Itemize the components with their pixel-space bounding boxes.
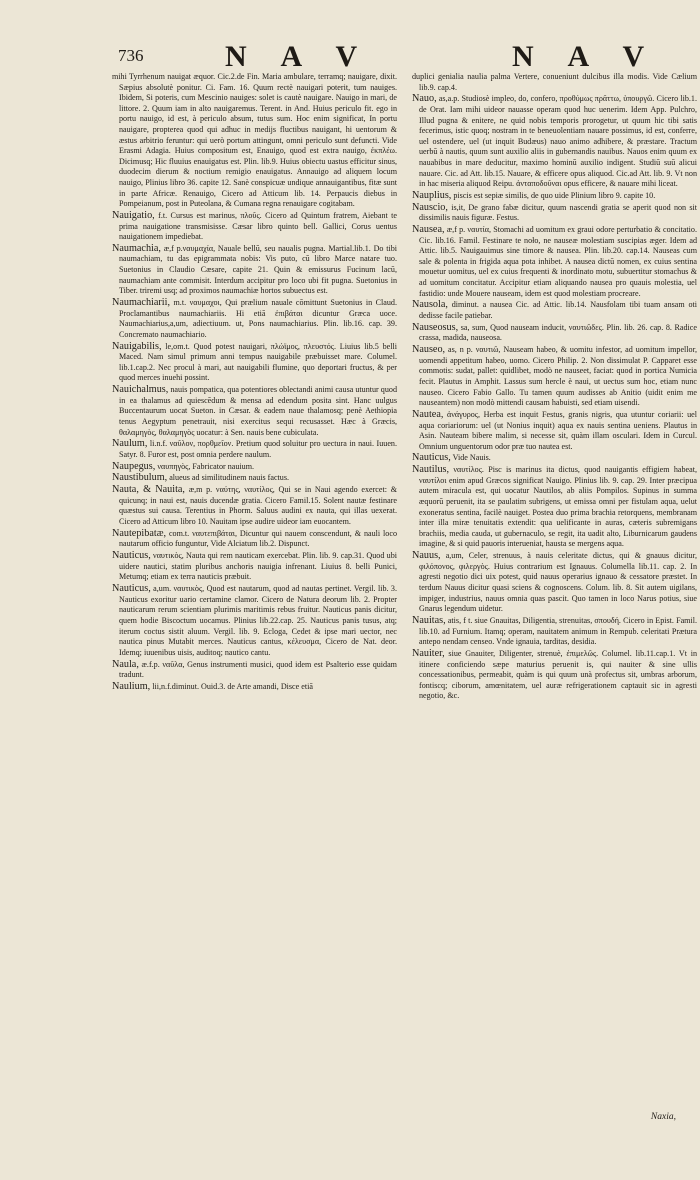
entry-headword: Nautea, <box>412 408 444 420</box>
entry-text: a,um, Celer, strenuus, à nauis celeritate dictus, qui & gnauus dicitur, φιλόπονος, φιλεργὸς. Huius contrarium est Ignauus. Columella lib.11. cap. 2. In agresti negotio dici uix potest, quid nauus operarius ignauo & cessatore præstet. In terdum Nauus dicitur quasi sciens & cognoscens. Colum. lib. 8. Sit autem uigilans, impiger, industrius, nauus omnia quas pascit. Quo tamen in loco Narus potius, siue Gnarus legendum uidetur. <box>419 551 697 614</box>
dictionary-entry <box>112 551 397 583</box>
entry-headword: Nauo, <box>412 93 437 105</box>
entry-text: a,um. ναυτικὸς, Quod est nautarum, quod ad nautas pertinet. Vergil. lib. 3. Nauticus exoritur uario certamine clamor. Cicero de Natura deorum lib. 2. Propter nauticarum rerum scientiam plurimis maritimis rebus fruitur. Nauticus panis dicitur, quem hodie Biscoctum uocamus. Plinius lib.22.cap. 25. Nauticus panis tusus, atq; iterum coctus sistit aluum. Vergil. lib. 9. Ecloga, Cedet & ipse mari uector, nec nautica pinus Mutabit merces. Nauticus cantus, κέλευσμα, Cicero de Nat. deor. Idemq; iuuenibus uisis, auditoq; nautico cantu. <box>119 584 397 657</box>
dictionary-entry <box>412 203 697 224</box>
dictionary-entry <box>412 225 697 299</box>
entry-text: is,it, De grano fabæ dicitur, quum nascendi gratia se aperit quod non sit dissimilis nauis figuræ. Festus. <box>419 202 697 223</box>
dictionary-entry <box>412 300 697 321</box>
entry-text: com.t. ναυτεπιβάται, Dicuntur qui nauem conscendunt, & nauli loco nautarum officio funguntur, Vide Alciatum lib.2. Dispunct. <box>119 528 397 549</box>
page-number: 736 <box>118 46 144 65</box>
entry-text: as, n p. ναυτιῶ, Nauseam habeo, & uomitu infestor, ad uomitum impellor, uomendi appetitum habeo, uomo. Cicero Philip. 2. Non dissimulat P. Capparet esse commotis: sudat, pallet: quidlibet, modò ne nauseet, faciat: quod in portica Numicia fecit. Plautus in Amphit. Lassus sum hercle è naui, ut uectus sum hoc, etiam nunc nauseo. Cicero Fabio Gallo. Tu tamen quum audisses ab Anitio (uidit enim me nauseantem) non modò mittendi causam habuisti, sed etiam uisendi. <box>419 345 697 408</box>
catchword: Naxia, <box>650 1112 676 1122</box>
entry-text: mihi Tyrrhenum nauigat æquor. Cic.2.de Fin. Maria ambulare, terramq; nauigare, dixit. Sæpius absolutè ponitur. Ci. Fam. 16. Quum rectè nauigari poterit, tum nauiges. Ibidem, Si poteris, cum Mescinio nauiges: solet is cautè nauigare. Nauigo in mari, de littore. 2. Quum iam in alto nauigaremus. Terent. in And. Huius periculo fit. ego in portu nauigo, id est, à periculo absum, tutus sum. Hoc enim significat, In portu nauigare, propterea quod qui adhuc in medijs fluctibus nauigant, hi uentorum & æstus arbitrio feruntur: qui uerò portum attingunt, omni periculo sunt defuncti. Vide Erasmi Adagia. Huius compositum est, Enauigo, quod est extra nauigo, ἐκπλέω. Dicimusq; Hic fluuius enauigatus est. Plin. lib.9. Huius obiectu uastus efficitur sinus, duodecim dierum & noctium remigio enauigatus. Annauigo ad aliquem locum nauigo, Plinius libro 36. capite 12. Sanè conspicuæ undique annauigantibus, fitæ sunt in parte Africæ. Renauigo, Cicero ad Atticum lib. 14. Perpaucis diebus in Pompeianum, post in Puteolana, & Cumana regna renauigare cogitabam. <box>112 72 397 209</box>
dictionary-entry <box>112 439 397 460</box>
dictionary-entry <box>112 529 397 550</box>
entry-headword: Nauiter, <box>412 647 445 659</box>
entry-headword: Naumachia, <box>112 242 161 254</box>
entry-headword: Nauseo, <box>412 344 446 356</box>
entry-headword: Nautilus, <box>412 464 450 476</box>
dictionary-entry <box>412 465 697 550</box>
running-head-left: N A V <box>225 40 372 73</box>
entry-headword: Naula, <box>112 658 139 670</box>
entry-headword: Nausea, <box>412 224 445 236</box>
entry-headword: Nauseosus, <box>412 321 459 333</box>
entry-headword: Nauticus, <box>112 583 151 595</box>
entry-headword: Naupegus, <box>112 460 156 472</box>
entry-text: piscis est sepiæ similis, de quo uide Plinium libro 9. capite 10. <box>453 190 656 200</box>
entry-text: æ,f p. ναυτία, Stomachi ad uomitum ex graui odore perturbatio & concitatio. Cic. lib.16. Famil. Festinare te noło, ne nauseæ molestiam suscipias æger. Idem ad Attic. lib.5. Nauigauimus sine timore & nausea. Plin. lib.20. cap.14. Nauseas cum sale & polenta in frigida aqua pota inhibet. A nausea dictū nomen, ex cuius sentina mouetur uomitus, uel ex cuius frequenti & inordinato motu, subuertitur stomachus & ad uomitum concitatur. Accipitur etiam aliquando nausea pro quauis molestia, uel fastidio: unde Mouere nauseam, idem est quod molestiam procreare. <box>419 225 697 298</box>
dictionary-entry <box>112 485 397 527</box>
entry-text: ναυτικὸς, Nauta qui rem nauticam exercebat. Plin. lib. 9. cap.31. Quod ubi uidere nautici, statim pluribus anchoris nauigia infrenant. Liuius 8. belli Punici, Metumq; etiam ex terra nauticis præbuit. <box>119 551 397 582</box>
dictionary-entry <box>112 72 397 210</box>
dictionary-entry <box>112 211 397 243</box>
entry-text: siue Gnauiter, Diligenter, strenuè, ἐπιμελῶς. Columel. lib.11.cap.1. Vt in itinere conficiendo sæpe maturius peruenit is, qui nauiter & sine ullis concessationibus, permeabit, quàm is qui quum unà profectus sit, umbras arborum, fontiscq; ciborum, amœnitatem, uel auræ refrigerationem captauit sic in agresti negotio, &c. <box>419 648 697 701</box>
entry-text: lii,n.f.diminut. Ouid.3. de Arte amandi, Disce etiā <box>152 681 313 691</box>
entry-headword: Naulium, <box>112 680 151 692</box>
dictionary-entry <box>412 551 697 615</box>
entry-headword: Nauplius, <box>412 189 452 201</box>
entry-text: diminut. a nausea Cic. ad Attic. lib.14. Nausfolam tibi tuam ansam oti dedisse facile patiebar. <box>419 300 697 320</box>
dictionary-entry <box>412 616 697 648</box>
dictionary-entry <box>112 342 397 384</box>
entry-text: æ,m p. ναύτης, ναυτίλος, Qui se in Naui agendo exercet: & quicunq; in naui est, nauis ducendæ gratia. Cicero Famil.15. Solent nautæ festinare quæstus sui causa. Terentius in Phorm. Saluus audini ex nauta, qui illas uexerat. Cicero ad Atticum libro 10. Nauitam ipse audire uideor iam euocantem. <box>119 485 397 527</box>
dictionary-entry <box>112 462 397 473</box>
dictionary-entry <box>112 584 397 658</box>
dictionary-entry <box>412 323 697 344</box>
entry-headword: Nauigabilis, <box>112 340 162 352</box>
dictionary-entry <box>412 649 697 702</box>
dictionary-entry <box>412 94 697 189</box>
entry-headword: Nauigatio, <box>112 209 155 221</box>
entry-text: duplici genialia naulia palma Vertere, conueniunt dulcibus illa modis. Vide Cælium lib.9. cap.4. <box>412 72 697 92</box>
entry-headword: Nauta, & Nauita, <box>112 484 185 496</box>
entry-text: Vide Nauis. <box>452 453 491 463</box>
entry-text: æ,f p.ναυμαχία, Nauale bellū, seu naualis pugna. Martial.lib.1. Do tibi naumachiam, tu das epigrammata nobis: Vis puto, cū libro Marce natare tuo. Suetonius in Claudio Cæsare, capite 21. Quin & emissurus Fucinum lacū, naumachiam ante commisit. Interdum accipitur pro loco ubi fit pugna. Suetonius in Tiber. triremi usq; ad proximos naumachiæ hortos subuectus est. <box>119 243 397 296</box>
entry-headword: Nauticus, <box>112 550 151 562</box>
dictionary-entry <box>112 385 397 438</box>
left-column <box>112 72 397 1152</box>
dictionary-entry <box>412 72 697 93</box>
dictionary-entry <box>112 660 397 681</box>
dictionary-entry <box>112 473 397 484</box>
dictionary-entry <box>112 244 397 297</box>
entry-headword: Nausola, <box>412 299 448 311</box>
entry-headword: Nauichalmus, <box>112 384 169 396</box>
running-head-right: N A V <box>512 40 659 73</box>
dictionary-entry <box>412 345 697 409</box>
entry-text: ναυπηγὸς, Fabricator nauium. <box>157 461 255 471</box>
dictionary-entry <box>412 410 697 452</box>
entry-text: as,a.p. Studiosè impleo, do, confero, προθύμως πρᾶττω, ὑπουργῶ. Cicero lib.1. de Orat. Iam mihi uideor nauasse operam quod huc uenerim. Idem App. Pulchro, Illud pugna & enitere, ne quid nobis temporis prorogetur, ut quum hic tibi satis fecerimus, istic quoq; nostram in te beneuolentiam nauare possimus, id est, conferre, uel ostendere, uel (ut inquit Budæus) nauo animo adhibere, & præstare. Tractum uerbū à nautis, quum sunt auxilio aliis in gubernandis nauibus. Nauos enim quum ex nauabibus in mare deducitur, maximo hominū auxilio indigent. Studiū suū alicui nauare. Cic. ad Att. lib.15. Nauare, & efficere opus aliquod. Cic.ad Att. lib. 9. Vt non in hac miseria aliquod Reipu. ἀνταποδοῦναι opus efficere, & nauare mihi liceat. <box>419 94 697 189</box>
entry-text: ναυτίλος. Pisc is marinus ita dictus, quod nauigantis effigiem habeat, ναυτίλοι enim apud Græcos significat Nauigo. Plinius lib. 9. cap. 29. Inter præcipua autem miracula est, qui uocatur Nautilos, ab aliis Pompilos. Supinus in summa æquorū peruenit, ita se paulatim subrigens, ut emissa omni per fistulam aqua, uelut exoneratus sentina, facilè nauiget. Postea duo prima brachia retorquens, membranam inter illa miræ tenuitatis extendit: qua uelificante in auras, cæteris subremigans brachiis, media cauda, ut gubernaculo, se regit, ita uadit alto, Liburnicarum gaudens imagine, & si quid pauoris interueniat, hausta se mergens aqua. <box>419 465 697 549</box>
dictionary-entry <box>112 298 397 340</box>
entry-text: f.t. Cursus est marinus, πλοῦς. Cicero ad Quintum fratrem, Aiebant te prima nauigatione transmisisse. Cæsar libro quinto bell. Gallici, Corus uentus nauigationem impediebat. <box>119 210 397 242</box>
dictionary-entry <box>412 191 697 202</box>
entry-headword: Nautepibatæ, <box>112 527 167 539</box>
right-column <box>412 72 697 1152</box>
entry-text: m.t. ναυμαχοι, Qui prælium nauale cōmittunt Suetonius in Claud. Proclamantibus naumachiariis. Hi etiā ἐπιβάται dicuntur Græca uoce. Naumachiarius,a,um, adiectiuum. ut, Pons naumachiarius. Plin. lib.16. cap. 39. Concremato naumachiario. <box>119 298 397 339</box>
entry-text: li.n.f. ναῦλον, πορθμεῖον. Pretium quod soluitur pro uectura in naui. Iuuen. Satyr. 8. Furor est, post omnia perdere naulum. <box>119 439 397 459</box>
entry-headword: Naumachiarii, <box>112 297 170 309</box>
entry-text: le,om.t. Quod potest nauigari, πλώϊμος, πλευστός. Liuius lib.5 belli Maced. Nam simul primum anni tempus nauigabile præbuisset mare. Columel. lib.1.cap.2. Nec procul à mari, aut nauigabili flumine, quo deportari fructus, & per quod merces inuehi possint. <box>119 341 397 383</box>
dictionary-entry <box>112 682 397 693</box>
entry-headword: Naulum, <box>112 438 148 450</box>
entry-text: æ.f.p. ναῦλα, Genus instrumenti musici, quod idem est Psalterio esse quidam tradunt. <box>119 659 397 680</box>
entry-text: sa, sum, Quod nauseam inducit, ναυτιῶδες. Plin. lib. 26. cap. 8. Radice crassa, madida, nauseosa. <box>419 322 697 343</box>
entry-headword: Nauticus, <box>412 452 451 464</box>
entry-headword: Nauscio, <box>412 201 448 213</box>
entry-headword: Nauus, <box>412 550 441 562</box>
entry-text: alueus ad similitudinem nauis factus. <box>169 473 290 483</box>
entry-headword: Nauitas, <box>412 614 446 626</box>
entry-text: nauis pompatica, qua potentiores oblectandi animi causa utuntur quod in ea thalamus ad quiescēdum & mensa ad edendum posita sint. Hanc uulgus Buccentaurum uocat Sueton. in Cæsar. & eadem naue thalamosq; penè Aethiopia tenus Aegyptum penetrauit, nisi exercitus sequi recusasset. Hæc à Græcis, θαλαμηγὸς, θαλαμηγὸς uocatur: à Sen. nauis bene cubiculata. <box>119 385 397 437</box>
entry-text: atis, f t. siue Gnauitas, Diligentia, strenuitas, σπουδή. Cicero in Epist. Famil. lib.10. ad Furnium. Itamq; operam, nauitatem animum in Rempub. celeritati Prætura antepo nendam censeo. Vnde ignauia, tarditas, desidia. <box>419 615 697 647</box>
dictionary-entry <box>412 453 697 464</box>
entry-text: ἀνάγυρος, Herba est inquit Festus, granis nigris, qua utuntur coriarii: uel aqua coriariorum: uel (ut Nonius inquit) aqua ex nauis sentina ueniens. Plautus in Asin. Nauteam bibere malim, si necesse sit, quàm illam osculari. Idem in Curcul. Omnium unguentorum odor præ tuo nautea est. <box>419 409 697 451</box>
entry-headword: Naustibulum, <box>112 472 168 484</box>
